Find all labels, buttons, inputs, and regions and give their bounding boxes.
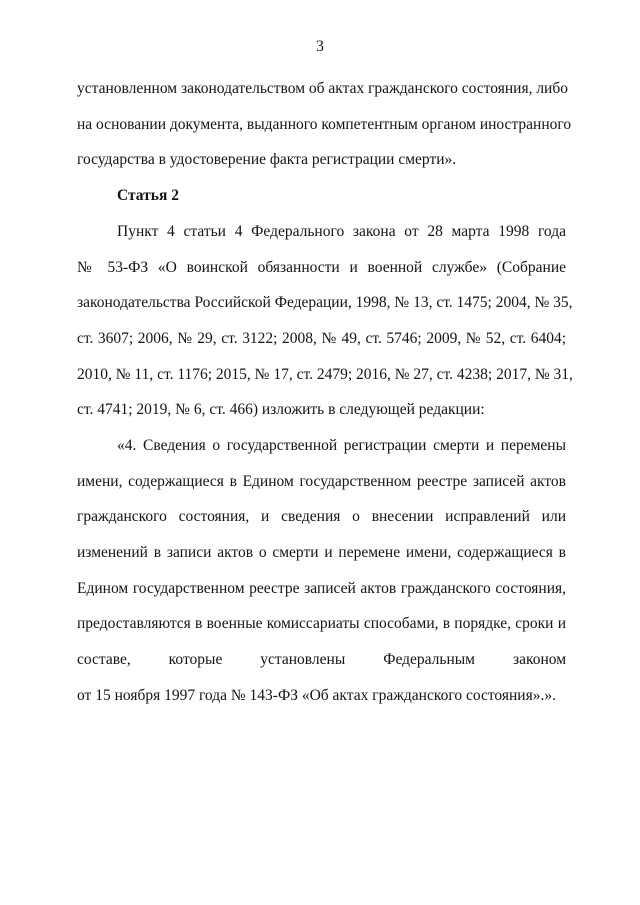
text-line: имени, содержащиеся в Едином государственном реестре записей актов xyxy=(77,473,566,490)
page-number: 3 xyxy=(316,38,324,55)
text-line: гражданского состояния, и сведения о внесении исправлений или xyxy=(77,508,566,525)
text-line: № 53-ФЗ «О воинской обязанности и военной службе» (Собрание xyxy=(77,259,566,276)
text-line: установленном законодательством об актах гражданского состояния, либо xyxy=(77,80,568,97)
text-line: «4. Сведения о государственной регистрации смерти и перемены xyxy=(117,437,566,454)
text-line: на основании документа, выданного компетентным органом иностранного xyxy=(77,116,572,133)
text-line: от 15 ноября 1997 года № 143-ФЗ «Об актах гражданского состояния».». xyxy=(77,687,556,704)
text-line: изменений в записи актов о смерти и перемене имени, содержащиеся в xyxy=(77,544,566,561)
text-line: составе, которые установлены Федеральным законом xyxy=(77,651,566,668)
text-line: Пункт 4 статьи 4 Федерального закона от 28 марта 1998 года xyxy=(117,223,566,240)
article-heading: Статья 2 xyxy=(117,187,179,204)
text-line: законодательства Российской Федерации, 1998, № 13, ст. 1475; 2004, № 35, xyxy=(77,294,573,311)
text-line: ст. 4741; 2019, № 6, ст. 466) изложить в следующей редакции: xyxy=(77,401,485,418)
text-line: ст. 3607; 2006, № 29, ст. 3122; 2008, № 49, ст. 5746; 2009, № 52, ст. 6404; xyxy=(77,330,566,347)
text-line: 2010, № 11, ст. 1176; 2015, № 17, ст. 2479; 2016, № 27, ст. 4238; 2017, № 31, xyxy=(77,366,573,383)
text-line: Едином государственном реестре записей актов гражданского состояния, xyxy=(77,580,566,597)
text-line: предоставляются в военные комиссариаты способами, в порядке, сроки и xyxy=(77,615,566,632)
text-line: государства в удостоверение факта регистрации смерти». xyxy=(77,151,457,168)
